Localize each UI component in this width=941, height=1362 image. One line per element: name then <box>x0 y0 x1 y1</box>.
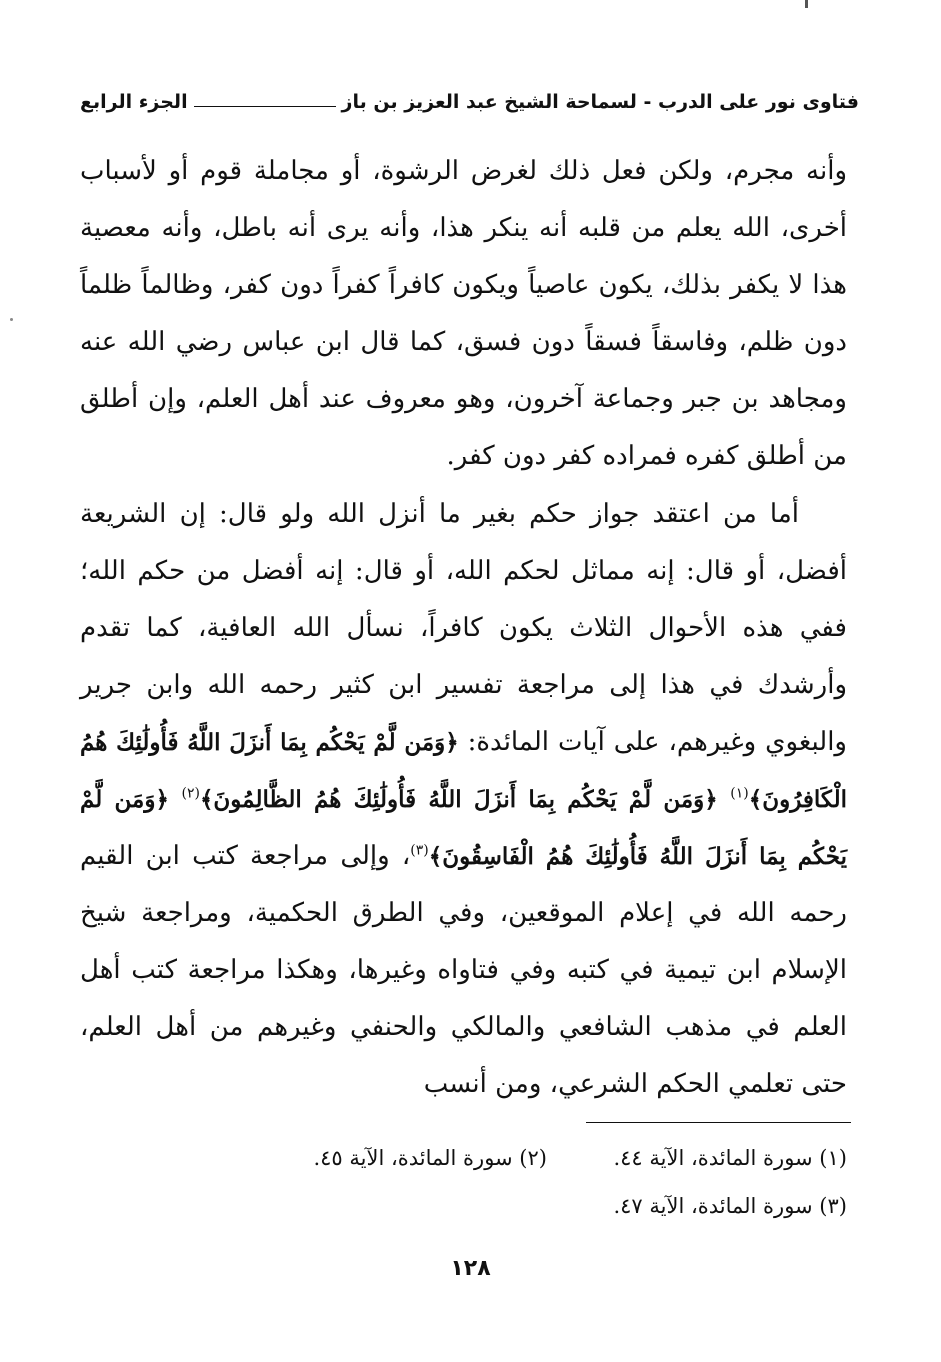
quran-verse-3: ﴿وَمَن لَّمْ يَحْكُم بِمَا أَنزَلَ اللَّهُ فَأُولَٰئِكَ هُمُ الْفَاسِقُونَ﴾ <box>80 786 847 870</box>
quran-verse-1: ﴿وَمَن لَّمْ يَحْكُم بِمَا أَنزَلَ اللَّهُ فَأُولَٰئِكَ هُمُ الْكَافِرُونَ﴾ <box>80 729 848 813</box>
part-label: الجزء الرابع <box>80 91 188 113</box>
quran-verse-2: ﴿وَمَن لَّمْ يَحْكُم بِمَا أَنزَلَ اللَّهُ فَأُولَٰئِكَ هُمُ الظَّالِمُونَ﴾ <box>199 786 718 813</box>
header-rule <box>194 106 336 107</box>
running-header <box>80 84 859 120</box>
paragraph-2-intro: أما من اعتقد جواز حكم بغير ما أنزل الله ولو قال: إن الشريعة أفضل، أو قال: إنه مماثل لحكم الله، أو قال: إنه أفضل من حكم الله؛ ففي هذه الأحوال الثلاث يكون كافراً، نسأل الله العافية، كما تقدم وأرشدك في هذا إلى مراجعة تفسير ابن كثير رحمه الله وابن جرير والبغوي وغيرهم، على آيات المائدة: <box>80 499 847 757</box>
footnote-ref-1: (١) <box>730 785 749 802</box>
footnote-2: (٢) سورة المائدة، الآية ٤٥. <box>313 1146 547 1170</box>
footnotes <box>80 1134 847 1230</box>
scan-dot <box>10 318 13 321</box>
footnote-1: (١) سورة المائدة، الآية ٤٤. <box>613 1146 847 1170</box>
paragraph-1: وأنه مجرم، ولكن فعل ذلك لغرض الرشوة، أو مجاملة قوم أو لأسباب أخرى، الله يعلم من قلبه أنه ينكر هذا، وأنه يرى أنه باطل، وأنه معصية هذا لا يكفر بذلك، يكون عاصياً ويكون كافراً كفراً دون كفر، وظالماً ظلماً دون ظلم، وفاسقاً فسقاً دون فسق، كما قال ابن عباس رضي الله عنه ومجاهد بن جبر وجماعة آخرون، وهو معروف عند أهل العلم، وإن أطلق من أطلق كفره فمراده كفر دون كفر. <box>80 156 847 471</box>
paragraph-2-continuation: ، وإلى مراجعة كتب ابن القيم رحمه الله في إعلام الموقعين، وفي الطرق الحكمية، ومراجعة شيخ الإسلام ابن تيمية في كتبه وفي فتاواه وغيرها، وهكذا مراجعة كتب أهل العلم في مذهب الشافعي والمالكي والحنفي وغيرهم من أهل العلم، حتى تعلمي الحكم الشرعي، ومن أنسب <box>80 841 847 1099</box>
footnote-separator <box>586 1122 851 1123</box>
book-title: فتاوى نور على الدرب - لسماحة الشيخ عبد العزيز بن باز <box>341 91 859 113</box>
footnote-ref-2: (٢) <box>181 785 200 802</box>
footnote-row <box>80 1134 847 1182</box>
footnote-row <box>80 1182 847 1230</box>
footnote-ref-3: (٣) <box>410 842 429 859</box>
page-number: ١٢٨ <box>450 1256 491 1281</box>
paragraph-2 <box>80 486 847 1113</box>
footnote-3: (٣) سورة المائدة، الآية ٤٧. <box>613 1194 847 1218</box>
scan-mark <box>805 0 808 8</box>
